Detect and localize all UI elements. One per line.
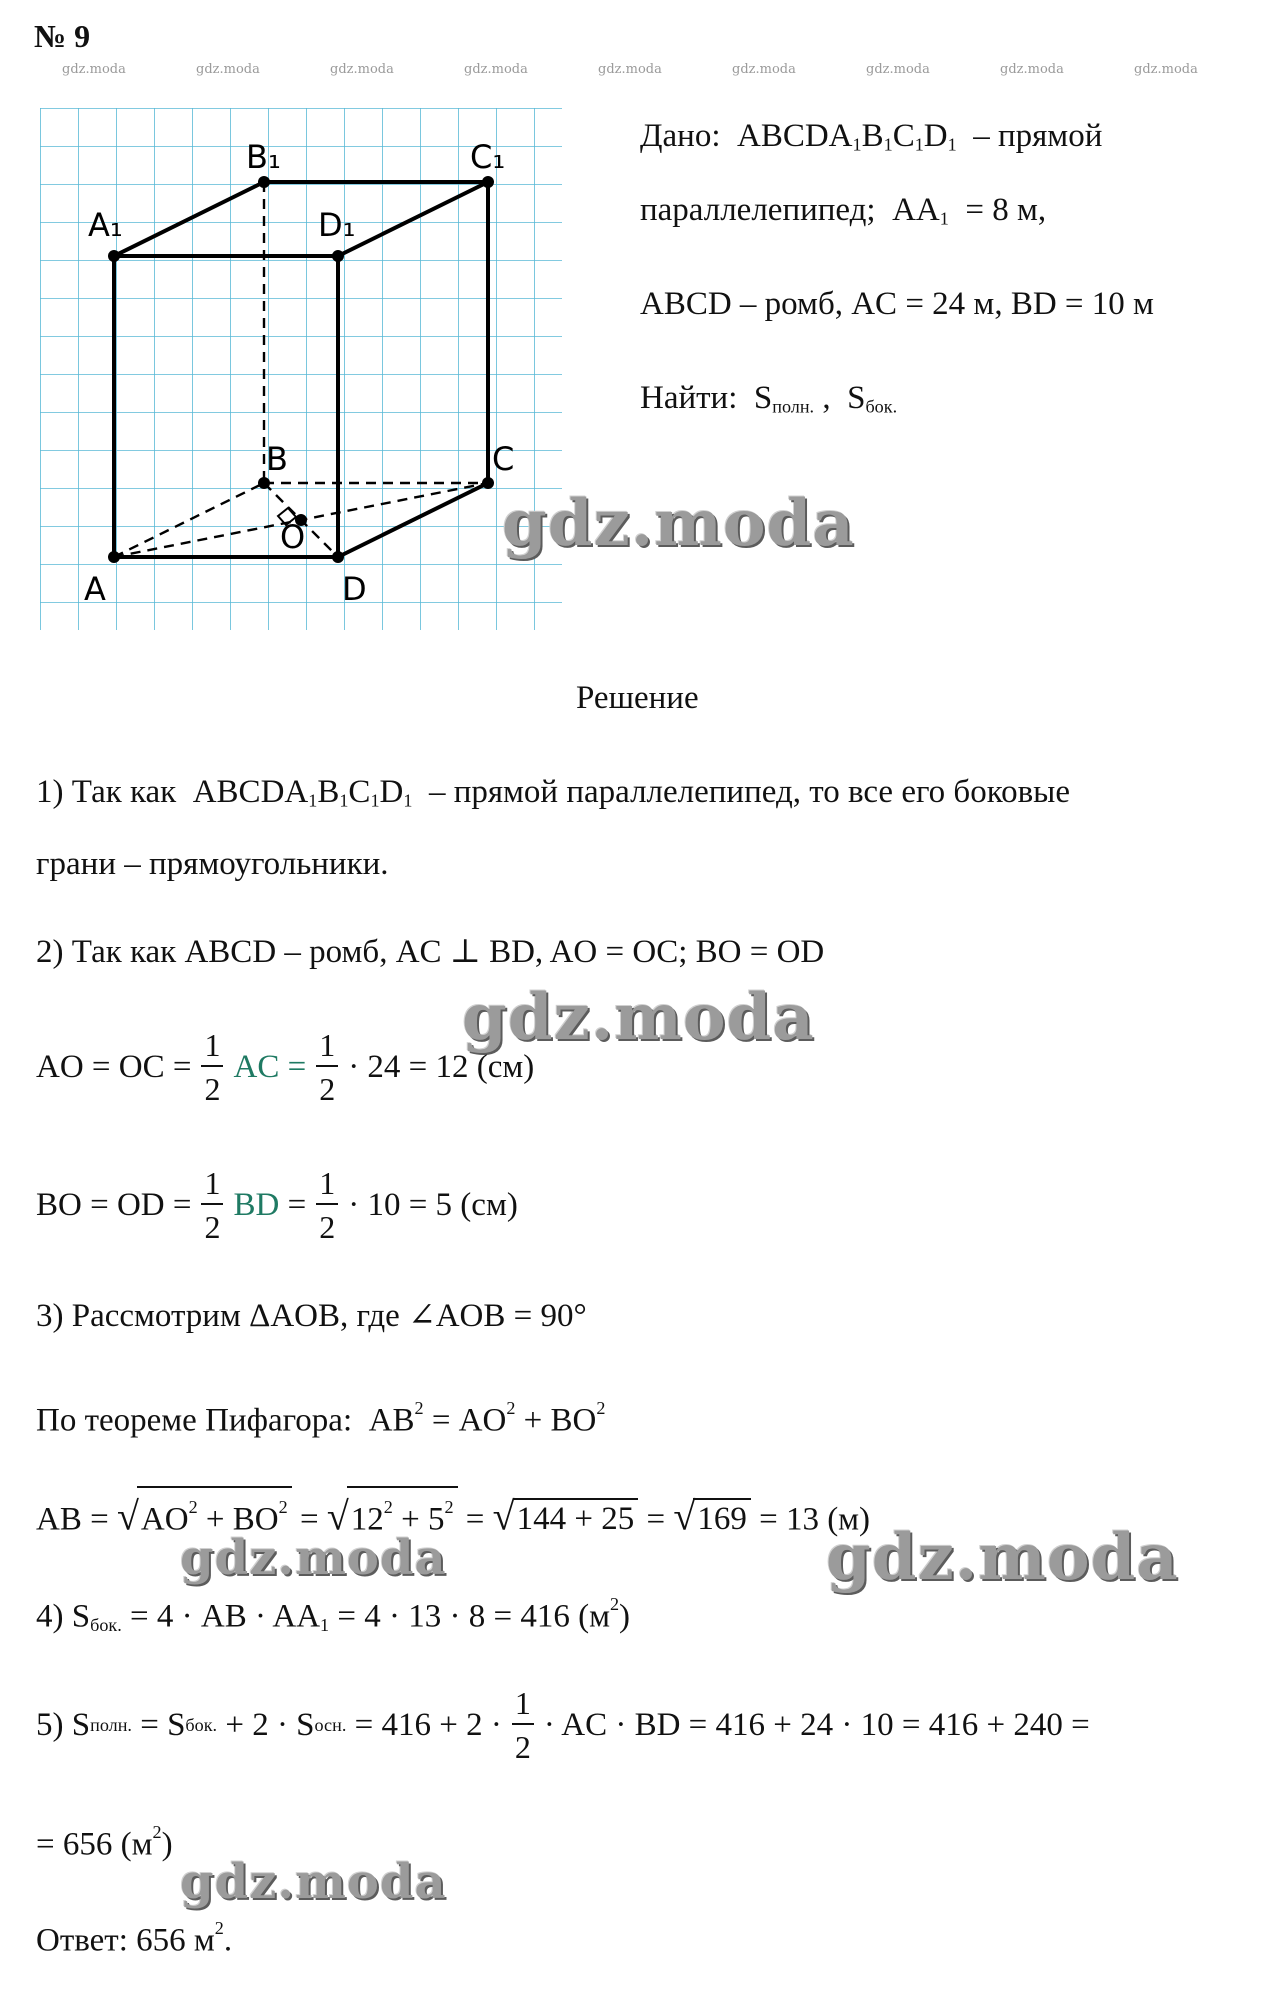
step-2: 2) Так как ABCD – ромб, AC ⊥ BD, AO = OC; BO = OD: [36, 934, 825, 970]
label-b: B: [266, 440, 288, 478]
watermark: gdz.moda: [1000, 62, 1064, 77]
watermark: gdz.moda: [732, 62, 796, 77]
label-a: A: [84, 570, 106, 608]
step-4: 4) $S_{бок.} = 4$ · AB · $AA_1 = 4 \cdot 13 \cdot 8 = 416$ $(м^2)$: [36, 1594, 631, 1635]
watermark: gdz.moda: [1134, 62, 1198, 77]
watermark: gdz.moda: [196, 62, 260, 77]
step-1-line-2: грани – прямоугольники.: [36, 846, 389, 882]
label-c1: C₁: [470, 138, 506, 176]
label-c: C: [492, 440, 515, 478]
point-a1: [108, 250, 120, 262]
watermark: gdz.moda: [826, 1520, 1179, 1595]
label-d: D: [342, 570, 367, 608]
watermark: gdz.moda: [598, 62, 662, 77]
point-d1: [332, 250, 344, 262]
point-b1: [258, 176, 270, 188]
point-b: [258, 477, 270, 489]
label-a1: A₁: [88, 206, 123, 244]
step-5: 5) S полн. = S бок. + 2 · S осн. = 416 + 2 · $\frac{1}{2}$ · AC · BD = 416 + 24 · 10 = 416 + 240 =: [36, 1685, 1090, 1765]
point-c: [482, 477, 494, 489]
point-a: [108, 551, 120, 563]
fraction-half: $\frac{1}{2}$: [512, 1687, 534, 1763]
watermark: gdz.moda: [180, 1854, 447, 1910]
point-d: [332, 551, 344, 563]
step-3: 3) Рассмотрим ΔAOB, где ∠AOB = 90°: [36, 1298, 587, 1334]
watermark: gdz.moda: [330, 62, 394, 77]
bo-equation: BO = OD = $\frac{1}{2}$ BD = $\frac{1}{2}$ · 10 = 5 (см): [36, 1165, 518, 1245]
watermark: gdz.moda: [180, 1530, 447, 1586]
label-b1: B₁: [246, 138, 281, 176]
pythagoras-line: По теореме Пифагора: $AB^2 = AO^2 + BO^2$: [36, 1398, 606, 1439]
problem-number: № 9: [34, 18, 91, 54]
watermark: gdz.moda: [464, 62, 528, 77]
watermark: gdz.moda: [462, 980, 815, 1055]
watermark: gdz.moda: [62, 62, 126, 77]
label-d1: D₁: [318, 206, 356, 244]
label-o: O: [280, 518, 306, 556]
solution-title: Решение: [576, 680, 699, 716]
fraction-half: $\frac{1}{2}$: [316, 1029, 338, 1105]
watermark: gdz.moda: [502, 486, 855, 561]
given-line-2: параллелепипед; $AA_1 = 8$ м,: [640, 192, 1047, 229]
ao-equation: AO = OC = $\frac{1}{2}$ AC = $\frac{1}{2}$ · 24 = 12 (см): [36, 1027, 535, 1107]
given-line-1: Дано: $ABCDA_1B_1C_1D_1$ – прямой: [640, 118, 1103, 155]
point-c1: [482, 176, 494, 188]
answer: Ответ: 656 $м^2$.: [36, 1918, 233, 1959]
fraction-half: $\frac{1}{2}$: [201, 1167, 223, 1243]
fraction-half: $\frac{1}{2}$: [201, 1029, 223, 1105]
step-1-line-1: 1) Так как $ABCDA_1B_1C_1D_1$ – прямой параллелепипед, то все его боковые: [36, 774, 1070, 811]
parallelepiped-figure: [40, 108, 562, 630]
step-5-result: = 656 $(м^2)$: [36, 1822, 173, 1863]
ab-calculation: AB = $√AO^2 + BO^2 = √12^2 + 5^2 = √144 + 25 = √169 = 13$ (м): [36, 1486, 870, 1539]
fraction-half: $\frac{1}{2}$: [316, 1167, 338, 1243]
given-line-3: ABCD – ромб, AC = 24 м, BD = 10 м: [640, 286, 1154, 322]
watermark: gdz.moda: [866, 62, 930, 77]
find-line: Найти: $S_{полн.}$ , $S_{бок.}$: [640, 380, 898, 417]
